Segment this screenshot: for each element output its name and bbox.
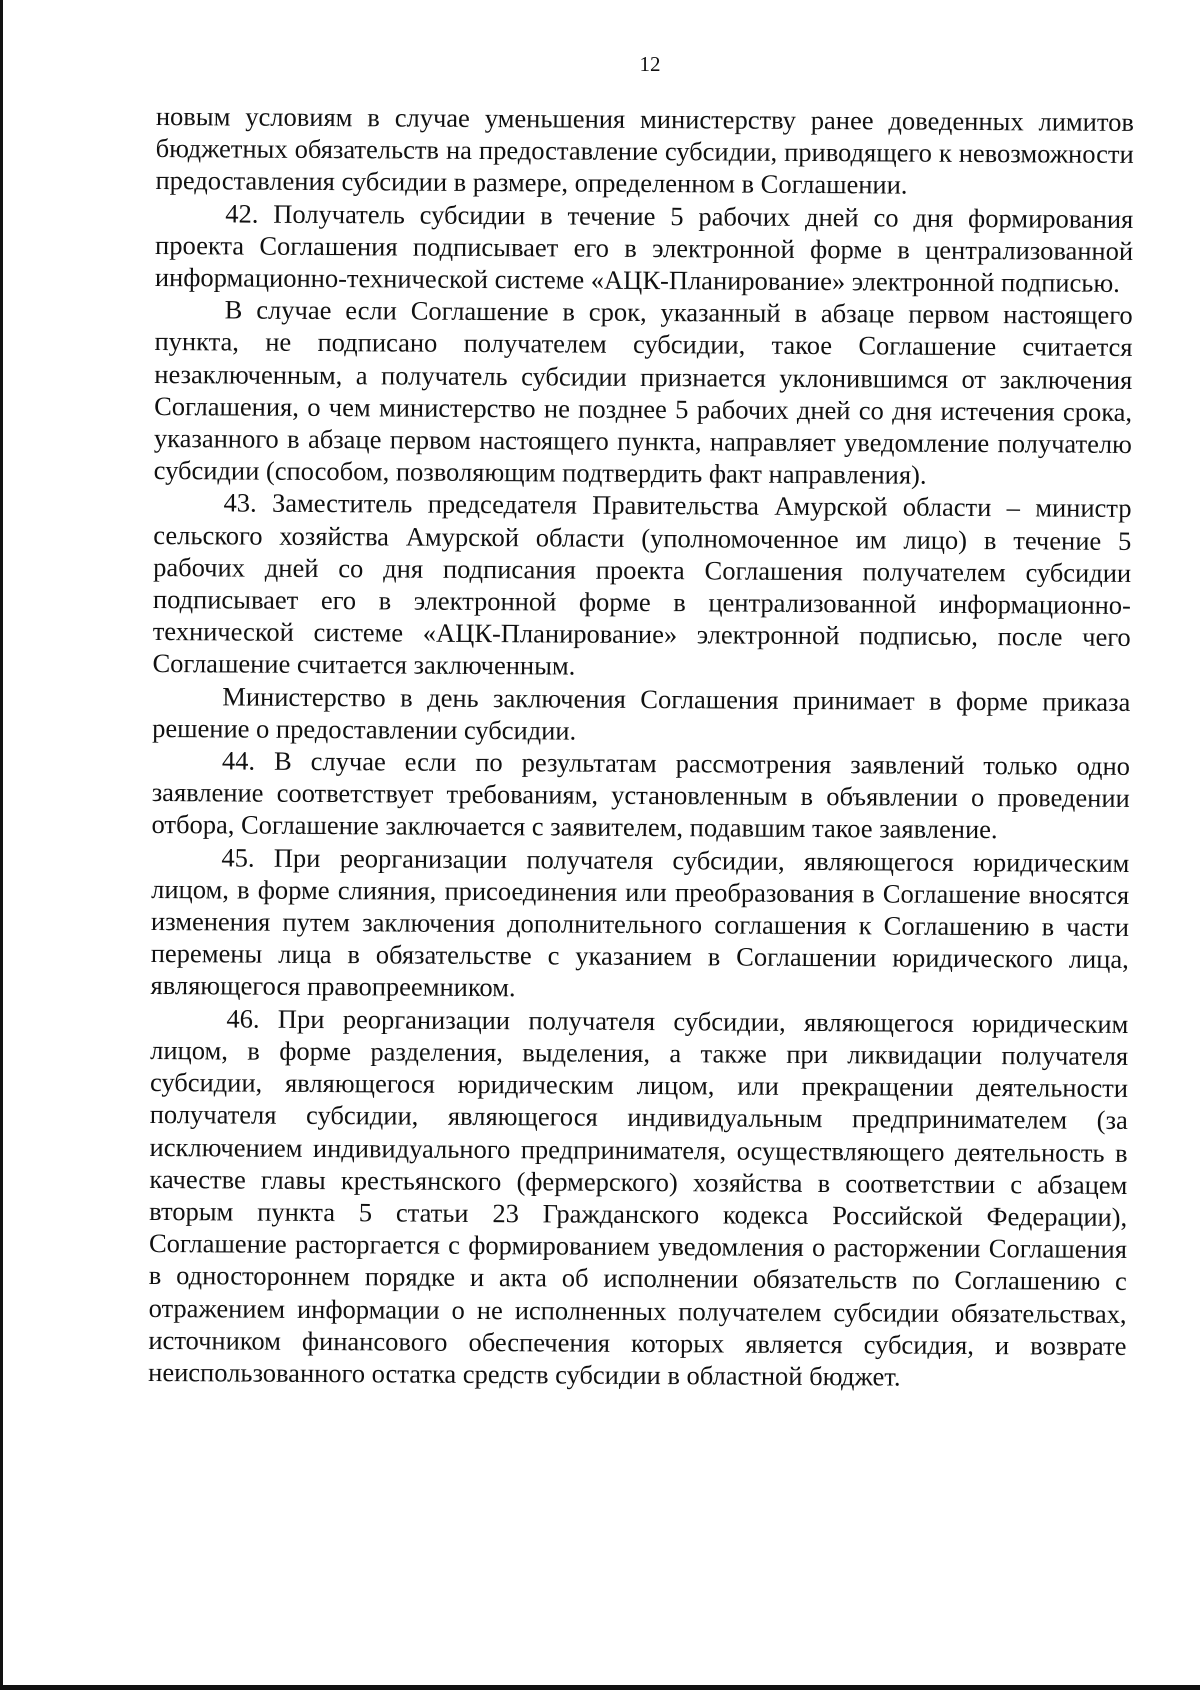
- paragraph-45: 45. При реорганизации получателя субсидии, являющегося юридическим лицом, в форме слияния, присоединения или преобразования в Соглашение вносятся изменения путем заключения дополнительного соглашения к Соглашению в части перемены лица в обязательстве с указанием в Соглашении юридического лица, являющегося правопреемником.: [150, 842, 1130, 1003]
- paragraph-46: 46. При реорганизации получателя субсидии, являющегося юридическим лицом, в форме разделения, выделения, а также при ликвидации получателя субсидии, являющегося юридическим лицом, или прекращении деятельности получателя субсидии, являющегося индивидуальным предпринимателем (за исключением индивидуального предпринимателя, осуществляющего деятельность в качестве главы крестьянского (фермерского) хозяйства в соответствии с абзацем вторым пункта 5 статьи 23 Гражданского кодекса Российской Федерации), Соглашение расторгается с формированием уведомления о расторжении Соглашения в одностороннем порядке и акта об исполнении обязательств по Соглашению с отражением информации о не исполненных получателем субсидии обязательствах, источником финансового обеспечения которых является субсидия, и возврате неиспользованного остатка средств субсидии в областной бюджет.: [148, 1003, 1129, 1392]
- paragraph-43: 43. Заместитель председателя Правительства Амурской области – министр сельского хозяйства Амурской области (уполномоченное им лицо) в течение 5 рабочих дней со дня подписания проекта Соглашения получателем субсидии подписывает его в электронной форме в централизованной информационно-технической системе «АЦК-Планирование» электронной подписью, после чего Соглашение считается заключенным.: [152, 487, 1132, 682]
- paragraph-44: 44. В случае если по результатам рассмотрения заявлений только одно заявление соответствует требованиям, установленным в объявлении о проведении отбора, Соглашение заключается с заявителем, подавшим такое заявление.: [151, 745, 1131, 845]
- page-number: 12: [639, 52, 661, 76]
- scan-edge-left: [0, 0, 3, 1690]
- paragraph-42: 42. Получатель субсидии в течение 5 рабочих дней со дня формирования проекта Соглашения подписывает его в электронной форме в централизованной информационно-технической системе «АЦК-Планирование» электронной подписью.: [154, 198, 1134, 298]
- scan-edge-bottom: [0, 1685, 1200, 1690]
- paragraph-42-second: В случае если Соглашение в срок, указанный в абзаце первом настоящего пункта, не подписано получателем субсидии, такое Соглашение считается незаключенным, а получатель субсидии признается уклонившимся от заключения Соглашения, о чем министерство не позднее 5 рабочих дней со дня истечения срока, указанного в абзаце первом настоящего пункта, направляет уведомление получателю субсидии (способом, позволяющим подтвердить факт направления).: [153, 294, 1133, 490]
- paragraph-43-second: Министерство в день заключения Соглашения принимает в форме приказа решение о предоставлении субсидии.: [152, 681, 1131, 746]
- paragraph-continuation: новым условиям в случае уменьшения министерству ранее доведенных лимитов бюджетных обязательств на предоставление субсидии, приводящего к невозможности предоставления субсидии в размере, определенном в Соглашении.: [155, 100, 1134, 200]
- document-body: [148, 100, 1134, 1394]
